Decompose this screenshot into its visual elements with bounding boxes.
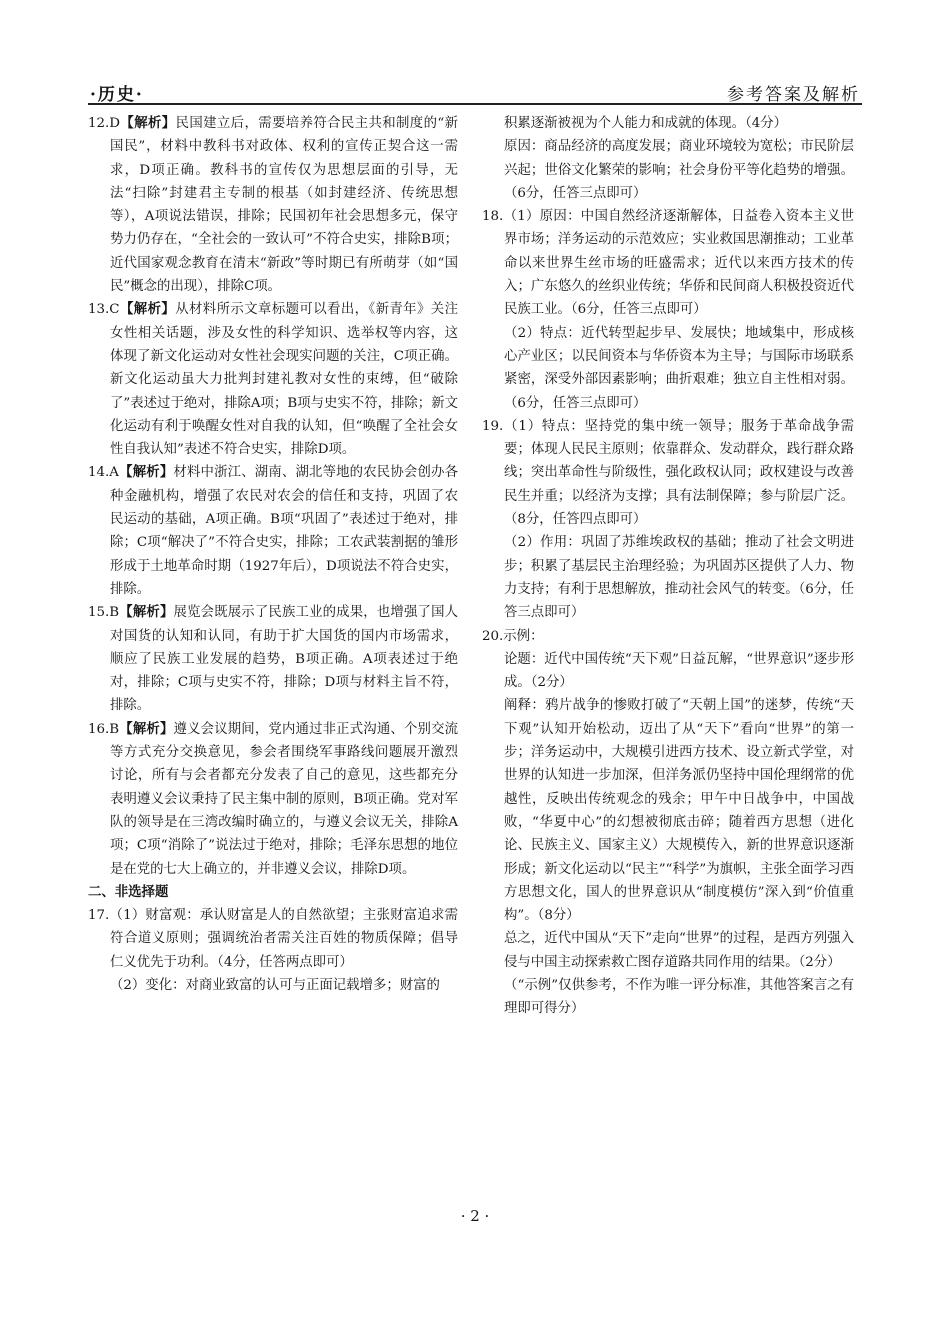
- answer-number: 19.: [482, 418, 504, 434]
- answer-number: 12.D: [88, 116, 121, 131]
- answer-q18-2: （2）特点：近代转型起步早、发展快；地域集中，形成核心产业区；以民间资本与华侨资本为主导；与国际市场联系紧密，深受外部因素影响；曲折艰难；独立自主性相对弱。（6分，任答三点即可）: [504, 325, 854, 411]
- answer-summary: 总之，近代中国从“天下”走向“世界”的过程，是西方列强入侵与中国主动探索救亡图存道路共同作用的结果。（2分）: [504, 931, 854, 970]
- answer-q14: [88, 461, 458, 601]
- answer-number: 17.: [88, 908, 110, 924]
- page-header: [88, 78, 862, 104]
- header-rule: [88, 103, 862, 105]
- answer-q17-2-cont: 积累逐渐被视为个人能力和成就的体现。（4分）: [504, 116, 788, 131]
- answer-q15: [88, 601, 458, 717]
- page-number: · 2 ·: [460, 1207, 490, 1225]
- answer-number: 14.A: [88, 465, 119, 481]
- answer-q18-1: [482, 205, 854, 321]
- answer-q20: [482, 625, 854, 648]
- analysis-tag: 【解析】: [118, 464, 174, 481]
- section-heading: 二、非选择题: [88, 883, 169, 900]
- answer-text: 示例：: [503, 628, 544, 644]
- right-column: [482, 112, 854, 1021]
- answer-q17-2-start: （2）变化：对商业致富的认可与正面记载增多；财富的: [110, 977, 440, 993]
- answer-text: （1）特点：坚持党的集中统一领导；服务于革命战争需要；体现人民民主原则；依靠群众、发动群众，践行群众路线；突出革命性与阶级性，强化政权认同；政权建设与改善民生并重；以经济为支撑；具有法制保障；参与阶层广泛。（8分，任答四点即可）: [503, 418, 854, 528]
- answer-q19-2: （2）作用：巩固了苏维埃政权的基础；推动了社会文明进步；积累了基层民主治理经验；为巩固苏区提供了人力、物力支持；有利于思想解放，推动社会风气的转变。（6分，任答三点即可）: [504, 535, 854, 621]
- answer-text: （1）原因：中国自然经济逐渐解体，日益卷入资本主义世界市场；洋务运动的示范效应；实业救国思潮推动；工业革命以来世界生丝市场的旺盛需求；近代以来西方技术的传入；广东悠久的丝织业传统；华侨和民间商人积极投资近代民族工业。（6分，任答三点即可）: [503, 209, 854, 318]
- answer-argument: 阐释：鸦片战争的惨败打破了“天朝上国”的迷梦，传统“天下观”认知开始松动，迈出了从“天下”看向“世界”的第一步；洋务运动中，大规模引进西方技术、设立新式学堂，对世界的认知进一步加深，但洋务派仍坚持中国伦理纲常的优越性，反映出传统观念的残余；甲午中日战争中，中国战败，“华夏中心”的幻想被彻底击碎；随着西方思想（进化论、民族主义、国家主义）大规模传入，新的世界意识逐渐形成；新文化运动以“民主”“科学”为旗帜，主张全面学习西方思想文化，国人的世界意识从“制度模仿”深入到“价值重构”。（8分）: [504, 698, 854, 924]
- answer-number: 13.C: [88, 302, 120, 318]
- answer-q17-1: [88, 904, 458, 974]
- subject-label: ·历史·: [90, 85, 144, 105]
- answer-text: 从材料所示文章标题可以看出，《新青年》关注女性相关话题，涉及女性的科学知识、选举权等内容，这体现了新文化运动对女性社会现实问题的关注，C项正确。新文化运动虽大力批判封建礼教对女性的束缚，但“破除了”表述过于绝对，排除A项；B项与史实不符，排除；新文化运动有利于唤醒女性对自我的认知，但“唤醒了全社会女性自我认知”表述不符合史实，排除D项。: [110, 302, 458, 458]
- answer-text: 民国建立后，需要培养符合民主共和制度的“新国民”，材料中教科书对政体、权利的宣传正契合这一需求，D项正确。教科书的宣传仅为思想层面的引导，无法“扫除”封建君主专制的根基（如封建经济、传统思想等），A项说法错误，排除；民国初年社会思想多元，保守势力仍存在，“全社会的一致认可”不符合史实，排除B项；近代国家观念教育在清末“新政”等时期已有所萌芽（如“国民”概念的出现），排除C项。: [110, 116, 458, 295]
- analysis-tag: 【解析】: [119, 720, 174, 737]
- answer-text: 遵义会议期间，党内通过非正式沟通、个别交流等方式充分交换意见，参会者围绕军事路线问题展开激烈讨论，所有与会者都充分发表了自己的意见，这些都充分表明遵义会议秉持了民主集中制的原则，B项正确。党对军队的领导是在三湾改编时确立的，与遵义会议无关，排除A项；C项“消除了”说法过于绝对，排除；毛泽东思想的地位是在党的七大上确立的，并非遵义会议，排除D项。: [110, 721, 459, 877]
- answer-text: 材料中浙江、湖南、湖北等地的农民协会创办各种金融机构，增强了农民对农会的信任和支持，巩固了农民运动的基础，A项正确。B项“巩固了”表述过于绝对，排除；C项“解决了”不符合史实，排除；工农武装割据的雏形形成于土地革命时期（1927年后），D项说法不符合史实，排除。: [110, 465, 459, 597]
- answer-note: （“示例”仅供参考，不作为唯一评分标准，其他答案言之有理即可得分）: [504, 977, 854, 1017]
- answer-q17-reason: 原因：商品经济的高度发展；商业环境较为宽松；市民阶层兴起；世俗文化繁荣的影响；社会身份平等化趋势的增强。（6分，任答三点即可）: [504, 139, 854, 201]
- answer-q19-1: [482, 415, 854, 531]
- answer-text: （1）财富观：承认财富是人的自然欲望；主张财富追求需符合道义原则；强调统治者需关注百姓的物质保障；倡导仁义优先于功利。（4分，任答两点即可）: [109, 908, 458, 970]
- answer-number: 18.: [482, 209, 504, 225]
- answer-thesis: 论题：近代中国传统“天下观”日益瓦解，“世界意识”逐步形成。（2分）: [504, 651, 854, 691]
- analysis-tag: 【解析】: [119, 301, 176, 318]
- answer-number: 16.B: [88, 721, 120, 737]
- answer-q16: [88, 718, 458, 881]
- analysis-tag: 【解析】: [120, 115, 176, 131]
- answer-number: 15.B: [88, 605, 120, 621]
- answer-text: 展览会既展示了民族工业的成果，也增强了国人对国货的认知和认同，有助于扩大国货的国内市场需求，顺应了民族工业发展的趋势，B项正确。A项表述过于绝对，排除；C项与史实不符，排除；D项与材料主旨不符，排除。: [110, 605, 459, 714]
- answer-q12: [88, 112, 458, 298]
- answer-q13: [88, 298, 458, 461]
- header-title: 参考答案及解析: [727, 85, 860, 105]
- left-column: [88, 112, 458, 997]
- answer-number: 20.: [482, 628, 504, 644]
- analysis-tag: 【解析】: [119, 604, 174, 621]
